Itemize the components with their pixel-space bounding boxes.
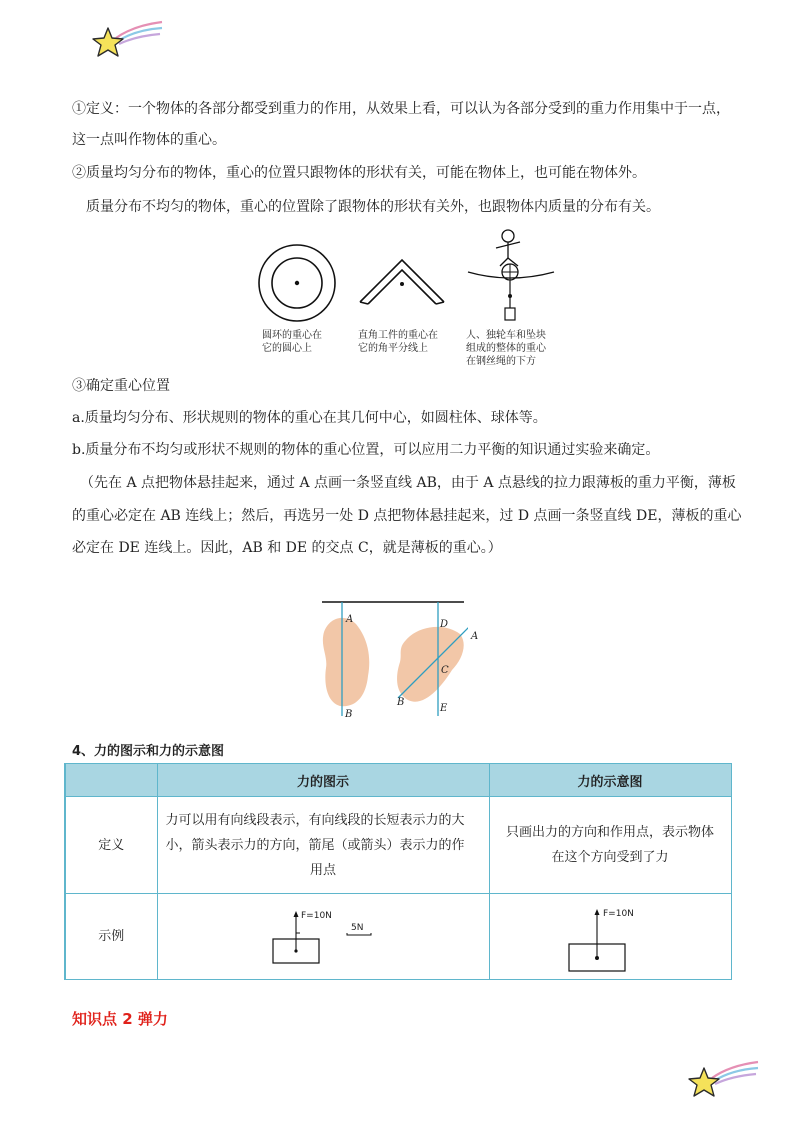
label-c: C: [441, 665, 449, 676]
ring-caption-2: 它的圆心上: [262, 343, 312, 354]
force-sketch-definition-line-2: 在这个方向受到了力: [551, 850, 669, 865]
nonuniform-mass-paragraph: 质量分布不均匀的物体，重心的位置除了跟物体的形状有关外，也跟物体内质量的分布有关。: [86, 199, 660, 215]
method-line-2: 的重心必定在 AB 连线上；然后，再选另一处 D 点把物体悬挂起来，过 D 点画一条竖直线 DE，薄板的重心: [72, 508, 742, 524]
label-d: D: [440, 619, 449, 630]
workpiece-caption-2: 它的角平分线上: [358, 343, 428, 354]
force-graph-definition-line-3: 用点: [309, 862, 336, 878]
ring-figure: [256, 242, 338, 324]
shooting-star-icon: [88, 14, 168, 60]
force-sketch-definition: [489, 797, 731, 894]
regular-shape-paragraph: a.质量均匀分布、形状规则的物体的重心在其几何中心，如圆柱体、球体等。: [72, 410, 547, 426]
force-sketch-label: F=10N: [603, 908, 634, 919]
force-graph-definition-line-1: 力可以用有向线段表示，有向线段的长短表示力的大: [165, 812, 465, 828]
force-graph-label: F=10N: [301, 910, 332, 921]
row-definition-label: 定义: [65, 797, 157, 894]
shooting-star-icon: [684, 1054, 764, 1100]
label-b-right: B: [397, 697, 405, 708]
table-header-row: [65, 764, 731, 797]
table-row: [65, 797, 731, 894]
method-line-1: （先在 A 点把物体悬挂起来，通过 A 点画一条竖直线 AB，由于 A 点悬线的拉力跟薄板的重力平衡，薄板: [80, 475, 736, 491]
definition-line-1: ①定义：一个物体的各部分都受到重力的作用，从效果上看，可以认为各部分受到的重力作用集中于一点，: [72, 101, 730, 117]
row-example-label: 示例: [65, 894, 157, 980]
unicycle-caption-2: 组成的整体的重心: [466, 343, 546, 354]
workpiece-caption-1: 直角工件的重心在: [358, 330, 438, 341]
force-graph-definition-line-2: 小，箭头表示力的方向，箭尾（或箭头）表示力的作: [165, 837, 465, 853]
label-e: E: [440, 703, 448, 714]
unicycle-figure: [466, 228, 556, 322]
table-header-force-graph: 力的图示: [157, 764, 489, 797]
table-header-blank: [65, 764, 157, 797]
force-diagram-table: [64, 763, 732, 980]
force-graph-example: [157, 894, 489, 980]
section-4-heading: 4、力的图示和力的示意图: [72, 744, 225, 759]
label-a-left: A: [346, 614, 354, 625]
determine-cog-heading: ③确定重心位置: [72, 378, 170, 394]
knowledge-point-heading: 知识点 2 弹力: [72, 1010, 168, 1028]
label-b-left: B: [345, 709, 353, 720]
scale-label: 5N: [351, 922, 364, 933]
force-sketch-definition-line-1: 只画出力的方向和作用点，表示物体: [505, 825, 714, 840]
force-graph-definition: [157, 797, 489, 894]
irregular-shape-paragraph: b.质量分布不均匀或形状不规则的物体的重心位置，可以应用二力平衡的知识通过实验来确定。: [72, 442, 660, 458]
label-a-right: A: [471, 631, 479, 642]
right-angle-workpiece-figure: [358, 256, 446, 306]
method-line-3: 必定在 DE 连线上。因此，AB 和 DE 的交点 C，就是薄板的重心。）: [72, 540, 502, 556]
unicycle-caption-3: 在钢丝绳的下方: [466, 356, 536, 367]
definition-line-2: 这一点叫作物体的重心。: [72, 132, 226, 148]
table-header-force-sketch: 力的示意图: [489, 764, 731, 797]
ring-caption-1: 圆环的重心在: [262, 330, 322, 341]
unicycle-caption-1: 人、独轮车和坠块: [466, 330, 546, 341]
force-sketch-example: [489, 894, 731, 980]
table-row: [65, 894, 731, 980]
uniform-mass-paragraph: ②质量均匀分布的物体，重心的位置只跟物体的形状有关，可能在物体上，也可能在物体外。: [72, 165, 646, 181]
